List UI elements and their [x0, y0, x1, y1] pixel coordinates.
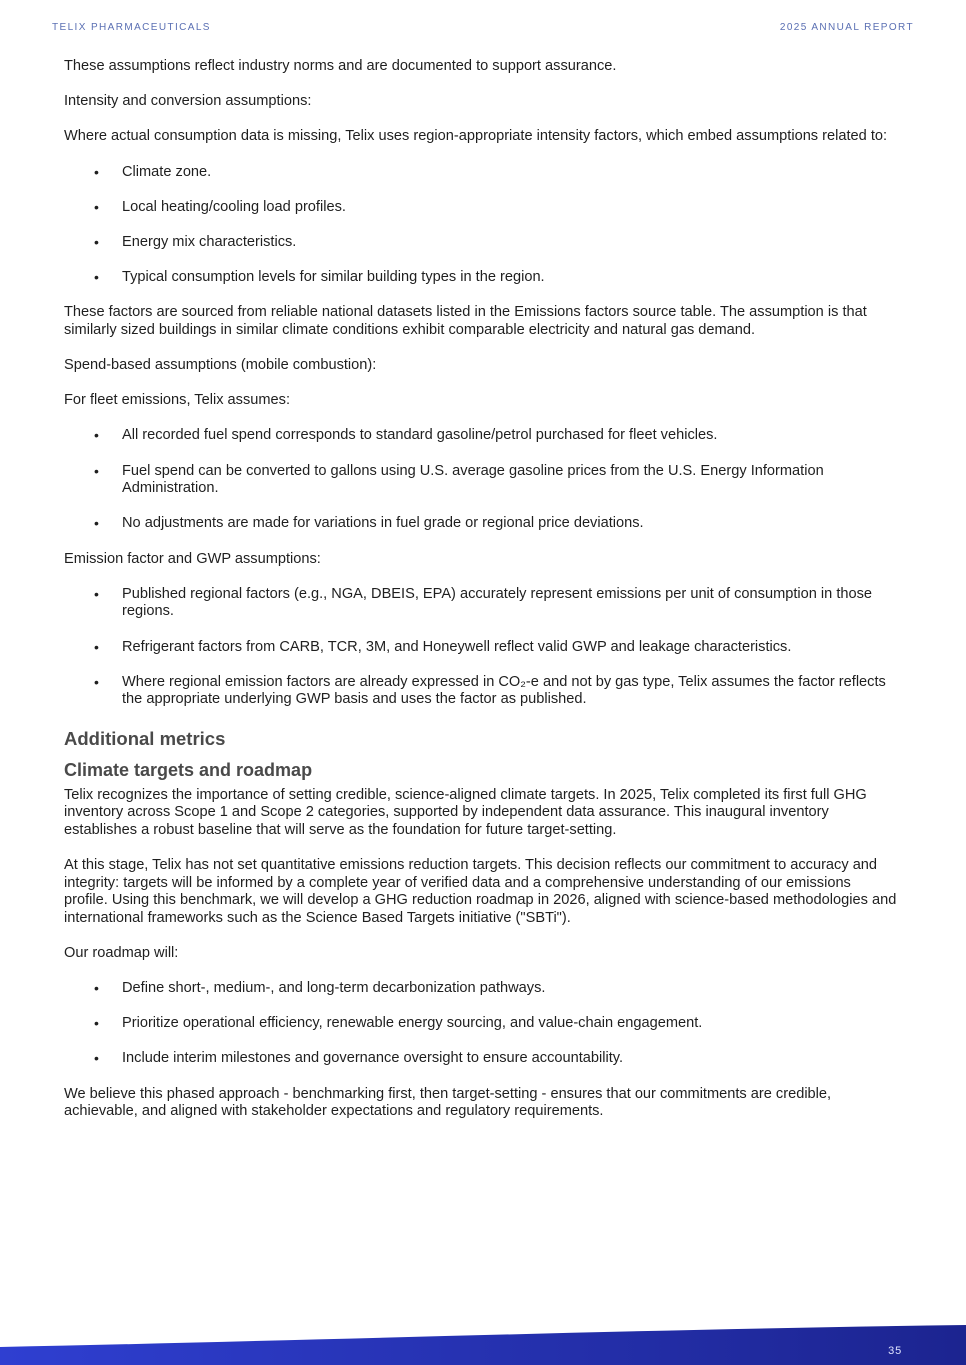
bullet-icon: • [94, 1050, 99, 1067]
paragraph-roadmap-intro: Our roadmap will: [64, 944, 179, 961]
bullet-icon: • [94, 233, 99, 250]
list-item: • Include interim milestones and governance oversight to ensure accountability. [94, 1050, 624, 1067]
paragraph-intensity-heading: Intensity and conversion assumptions: [64, 93, 312, 110]
list-item: • No adjustments are made for variations in fuel grade or regional price deviations. [94, 515, 644, 532]
list-item: • All recorded fuel spend corresponds to standard gasoline/petrol purchased for fleet vehicles. [94, 427, 718, 444]
list-item: • Typical consumption levels for similar building types in the region. [94, 269, 545, 286]
list-item: • Prioritize operational efficiency, renewable energy sourcing, and value-chain engagement. [94, 1015, 703, 1032]
bullet-icon: • [94, 269, 99, 286]
bullet-icon: • [94, 198, 99, 215]
bullet-icon: • [94, 515, 99, 532]
heading-additional-metrics: Additional metrics [64, 727, 226, 749]
footer-wave-shape [0, 1325, 966, 1365]
list-item: • Climate zone. [94, 163, 212, 180]
paragraph-recognizes: Telix recognizes the importance of setting credible, science-aligned climate targets. In 2025, Telix completed its first full GHG inventory across Scope 1 and Scope 2 categories, supported by independent data assurance. This inaugural inventory establishes a robust baseline that will serve as the foundation for future target-setting. [64, 786, 867, 838]
bullet-icon: • [94, 673, 99, 690]
list-item: • Fuel spend can be converted to gallons using U.S. average gasoline prices from the U.S. Energy Information Administration. [94, 462, 824, 497]
emission-bullet-list [64, 586, 898, 709]
list-item: • Local heating/cooling load profiles. [94, 198, 346, 215]
bullet-icon: • [94, 462, 99, 479]
intensity-bullet-list [64, 164, 898, 287]
bullet-icon: • [94, 427, 99, 444]
paragraph-factors: These factors are sourced from reliable national datasets listed in the Emissions factors source table. The assumption is that similarly sized buildings in similar climate conditions exhibit comparable electricity and natural gas demand. [64, 304, 867, 338]
roadmap-bullet-list [64, 980, 898, 1068]
heading-climate-targets: Climate targets and roadmap [64, 759, 313, 780]
list-item: • Define short-, medium-, and long-term decarbonization pathways. [94, 980, 546, 997]
bullet-icon: • [94, 980, 99, 997]
bullet-icon: • [94, 1015, 99, 1032]
running-header [52, 22, 914, 33]
paragraph-intensity-intro: Where actual consumption data is missing, Telix uses region-appropriate intensity factors, which embed assumptions related to: [64, 128, 888, 145]
company-name: TELIX PHARMACEUTICALS [52, 22, 211, 33]
fleet-bullet-list [64, 427, 898, 533]
page-content [64, 58, 898, 1138]
bullet-icon: • [94, 585, 99, 602]
paragraph-emission-heading: Emission factor and GWP assumptions: [64, 550, 321, 567]
list-item: • Published regional factors (e.g., NGA, DBEIS, EPA) accurately represent emissions per unit of consumption in those regions. [94, 585, 873, 620]
list-item: • Energy mix characteristics. [94, 233, 297, 250]
paragraph-assumptions: These assumptions reflect industry norms and are documented to support assurance. [64, 58, 617, 74]
paragraph-believe: We believe this phased approach - benchmarking first, then target-setting - ensures that our commitments are credible, achievable, and aligned with stakeholder expectations and regulatory requirements. [64, 1085, 832, 1120]
bullet-icon: • [94, 638, 99, 655]
paragraph-fleet-intro: For fleet emissions, Telix assumes: [64, 392, 291, 409]
page-number: 35 [888, 1345, 902, 1357]
bullet-icon: • [94, 163, 99, 180]
list-item: • Refrigerant factors from CARB, TCR, 3M, and Honeywell reflect valid GWP and leakage characteristics. [94, 638, 792, 655]
list-item: • Where regional emission factors are already expressed in CO₂-e and not by gas type, Telix assumes the factor reflects the appropriate underlying GWP basis and uses the factor as published. [94, 673, 886, 708]
paragraph-stage: At this stage, Telix has not set quantitative emissions reduction targets. This decision reflects our commitment to accuracy and integrity: targets will be informed by a complete year of verified data and a comprehensive understanding of our emissions profile. Using this benchmark, we will develop a GHG reduction roadmap in 2026, aligned with science-based methodologies and international frameworks such as the Science Based Targets initiative ("SBTi"). [64, 856, 897, 926]
paragraph-spend-heading: Spend-based assumptions (mobile combustion): [64, 357, 377, 374]
report-title: 2025 ANNUAL REPORT [779, 22, 914, 33]
footer-wave-band [0, 1325, 966, 1365]
